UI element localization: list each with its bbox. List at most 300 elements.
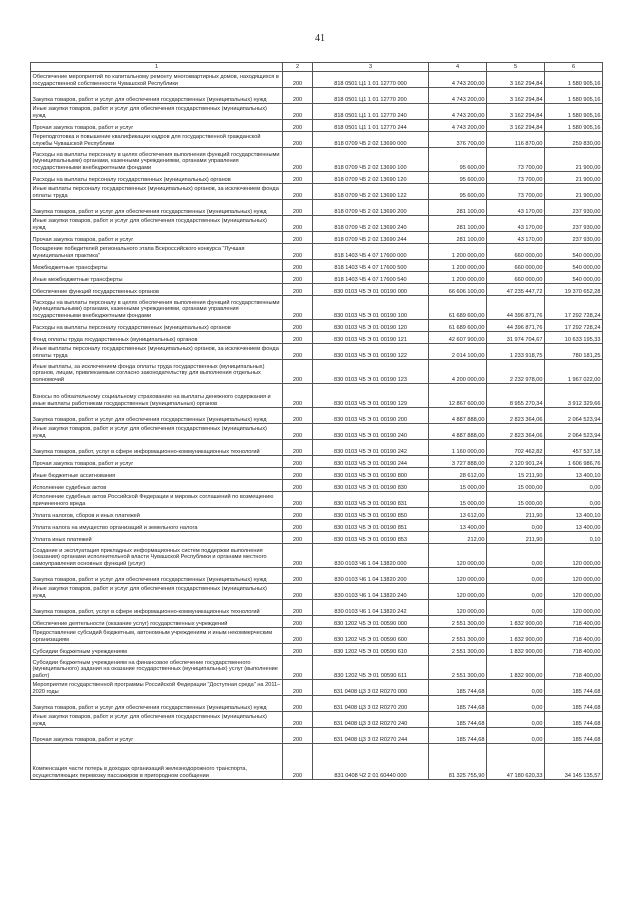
table-cell-value-col6: 17 292 728,24 <box>545 320 603 332</box>
table-cell-classifier: 830 1202 Ч5 Э 01 00590 600 <box>313 628 429 644</box>
table-cell-classifier: 818 0709 Ч5 2 02 13690 122 <box>313 184 429 200</box>
table-cell-value-col5: 73 700,00 <box>487 184 545 200</box>
table-cell-value-col6: 185 744,68 <box>545 680 603 696</box>
table-cell-value-col5: 8 955 270,34 <box>487 384 545 408</box>
table-row <box>31 616 603 628</box>
table-cell-value-col6: 1 606 986,76 <box>545 456 603 468</box>
table-cell-row-code: 200 <box>283 616 313 628</box>
table-cell-value-col5: 2 823 364,06 <box>487 408 545 424</box>
table-cell-name: Закупка товаров, работ и услуг для обеспечения государственных (муниципальных) нужд <box>31 568 283 584</box>
table-cell-classifier: 831 0408 Ц3 3 02 R0270 244 <box>313 728 429 744</box>
table-row <box>31 424 603 440</box>
table-cell-row-code: 200 <box>283 696 313 712</box>
table-cell-row-code: 200 <box>283 600 313 616</box>
table-cell-row-code: 200 <box>283 104 313 120</box>
table-cell-value-col4: 2 014 100,00 <box>429 344 487 360</box>
table-cell-name: Иные выплаты персоналу государственных (муниципальных) органов, за исключением фонда оплаты труда <box>31 344 283 360</box>
table-cell-row-code: 200 <box>283 148 313 172</box>
table-cell-value-col6: 237 930,00 <box>545 216 603 232</box>
table-cell-value-col6: 2 064 523,94 <box>545 424 603 440</box>
table-cell-name: Иные закупки товаров, работ и услуг для обеспечения государственных (муниципальных) нужд <box>31 216 283 232</box>
table-row <box>31 260 603 272</box>
table-cell-value-col5: 43 170,00 <box>487 200 545 216</box>
table-cell-value-col4: 95 600,00 <box>429 172 487 184</box>
table-row <box>31 284 603 296</box>
table-cell-value-col6: 780 181,25 <box>545 344 603 360</box>
table-cell-classifier: 830 0103 Ч5 Э 01 00190 831 <box>313 492 429 508</box>
table-row <box>31 184 603 200</box>
table-cell-value-col5: 73 700,00 <box>487 148 545 172</box>
table-cell-value-col6: 13 400,10 <box>545 508 603 520</box>
table-cell-name: Закупка товаров, работ и услуг для обеспечения государственных (муниципальных) нужд <box>31 88 283 104</box>
table-cell-value-col4: 376 700,00 <box>429 132 487 148</box>
table-cell-classifier: 818 0709 Ч5 2 02 13690 244 <box>313 232 429 244</box>
table-row <box>31 216 603 232</box>
table-cell-value-col4: 120 000,00 <box>429 584 487 600</box>
table-row <box>31 508 603 520</box>
table-cell-classifier: 830 0103 Ч5 Э 01 00190 121 <box>313 332 429 344</box>
table-cell-value-col6: 1 580 905,16 <box>545 104 603 120</box>
table-cell-value-col5: 0,00 <box>487 712 545 728</box>
table-cell-value-col4: 66 606 100,00 <box>429 284 487 296</box>
table-cell-value-col4: 61 689 600,00 <box>429 320 487 332</box>
table-cell-value-col5: 1 233 918,75 <box>487 344 545 360</box>
table-row <box>31 644 603 656</box>
table-row <box>31 360 603 384</box>
table-cell-classifier: 830 0103 Ч5 Э 01 00190 851 <box>313 520 429 532</box>
table-row <box>31 232 603 244</box>
table-cell-classifier: 831 0408 Ч2 2 01 60440 000 <box>313 744 429 780</box>
table-cell-value-col4: 281 100,00 <box>429 216 487 232</box>
table-cell-value-col4: 185 744,68 <box>429 696 487 712</box>
table-cell-classifier: 818 1403 Ч5 4 07 17600 540 <box>313 272 429 284</box>
table-cell-classifier: 830 0103 Ч5 Э 01 00190 830 <box>313 480 429 492</box>
table-cell-classifier: 830 0103 Ч6 1 04 13820 242 <box>313 600 429 616</box>
table-row <box>31 72 603 88</box>
table-row <box>31 344 603 360</box>
table-cell-value-col4: 13 400,00 <box>429 520 487 532</box>
table-cell-value-col6: 1 580 905,16 <box>545 88 603 104</box>
table-cell-classifier: 830 0103 Ч6 1 04 13820 200 <box>313 568 429 584</box>
table-row <box>31 584 603 600</box>
table-cell-name: Расходы на выплаты персоналу в целях обеспечения выполнения функций государственными (муниципальными) органами, казенными учреждениями, органами управления государственными внебюджетными фондами <box>31 296 283 320</box>
table-row <box>31 520 603 532</box>
table-cell-name: Расходы на выплаты персоналу государственных (муниципальных) органов <box>31 320 283 332</box>
table-cell-name: Закупка товаров, работ и услуг для обеспечения государственных (муниципальных) нужд <box>31 200 283 216</box>
table-cell-row-code: 200 <box>283 216 313 232</box>
table-cell-value-col5: 44 396 871,76 <box>487 296 545 320</box>
table-cell-value-col4: 1 200 000,00 <box>429 260 487 272</box>
table-cell-row-code: 200 <box>283 456 313 468</box>
table-cell-value-col6: 19 370 652,28 <box>545 284 603 296</box>
table-cell-row-code: 200 <box>283 344 313 360</box>
table-cell-value-col6: 185 744,68 <box>545 728 603 744</box>
table-cell-value-col4: 81 325 755,90 <box>429 744 487 780</box>
table-cell-name: Закупка товаров, работ, услуг в сфере информационно-коммуникационных технологий <box>31 440 283 456</box>
table-cell-value-col5: 0,00 <box>487 568 545 584</box>
table-cell-value-col4: 1 160 000,00 <box>429 440 487 456</box>
table-cell-row-code: 200 <box>283 408 313 424</box>
table-cell-value-col5: 0,00 <box>487 696 545 712</box>
table-cell-value-col6: 21 900,00 <box>545 172 603 184</box>
table-cell-classifier: 830 0103 Ч5 Э 01 00190 123 <box>313 360 429 384</box>
table-cell-value-col5: 660 000,00 <box>487 260 545 272</box>
header-col-6: 6 <box>545 63 603 72</box>
table-cell-value-col6: 457 537,18 <box>545 440 603 456</box>
table-cell-name: Иные межбюджетные трансферты <box>31 272 283 284</box>
table-row <box>31 332 603 344</box>
table-cell-classifier: 830 0103 Ч6 1 04 13820 000 <box>313 544 429 568</box>
table-row <box>31 88 603 104</box>
table-cell-row-code: 200 <box>283 172 313 184</box>
table-cell-row-code: 200 <box>283 584 313 600</box>
table-cell-row-code: 200 <box>283 132 313 148</box>
table-cell-row-code: 200 <box>283 284 313 296</box>
table-cell-value-col5: 3 162 294,84 <box>487 120 545 132</box>
table-cell-name: Иные выплаты, за исключением фонда оплаты труда государственных (муниципальных) органов, лицам, привлекаемым согласно законодательству для выполнения отдельных полномочий <box>31 360 283 384</box>
table-cell-row-code: 200 <box>283 384 313 408</box>
table-cell-value-col6: 185 744,68 <box>545 712 603 728</box>
table-cell-value-col5: 0,00 <box>487 544 545 568</box>
table-cell-value-col5: 15 000,00 <box>487 492 545 508</box>
table-cell-value-col6: 21 900,00 <box>545 148 603 172</box>
table-cell-value-col4: 4 743 200,00 <box>429 72 487 88</box>
table-cell-value-col6: 0,00 <box>545 492 603 508</box>
table-row <box>31 600 603 616</box>
table-cell-classifier: 818 0709 Ч5 2 02 13690 100 <box>313 148 429 172</box>
table-cell-value-col5: 0,00 <box>487 520 545 532</box>
table-cell-value-col4: 4 743 200,00 <box>429 104 487 120</box>
table-row <box>31 244 603 260</box>
table-cell-classifier: 831 0408 Ц3 3 02 R0270 240 <box>313 712 429 728</box>
table-cell-name: Переподготовка и повышение квалификации кадров для государственной гражданской службы Чувашской Республики <box>31 132 283 148</box>
table-cell-value-col4: 1 200 000,00 <box>429 272 487 284</box>
table-cell-classifier: 818 0501 Ц1 1 01 12770 244 <box>313 120 429 132</box>
table-cell-row-code: 200 <box>283 644 313 656</box>
table-cell-name: Обеспечение деятельности (оказание услуг) государственных учреждений <box>31 616 283 628</box>
table-cell-name: Поощрение победителей регионального этапа Всероссийского конкурса "Лучшая муниципальная практика" <box>31 244 283 260</box>
table-cell-row-code: 200 <box>283 480 313 492</box>
table-cell-name: Иные закупки товаров, работ и услуг для обеспечения государственных (муниципальных) нужд <box>31 584 283 600</box>
table-cell-classifier: 830 0103 Ч5 Э 01 00190 240 <box>313 424 429 440</box>
table-cell-value-col5: 211,90 <box>487 532 545 544</box>
table-cell-row-code: 200 <box>283 728 313 744</box>
table-cell-value-col6: 0,10 <box>545 532 603 544</box>
table-row <box>31 744 603 780</box>
table-row <box>31 568 603 584</box>
table-cell-value-col4: 4 743 200,00 <box>429 120 487 132</box>
table-cell-row-code: 200 <box>283 272 313 284</box>
table-cell-row-code: 200 <box>283 120 313 132</box>
table-row <box>31 456 603 468</box>
table-cell-value-col6: 120 000,00 <box>545 584 603 600</box>
table-cell-name: Закупка товаров, работ и услуг для обеспечения государственных (муниципальных) нужд <box>31 696 283 712</box>
table-cell-classifier: 830 0103 Ч5 Э 01 00190 129 <box>313 384 429 408</box>
table-cell-row-code: 200 <box>283 332 313 344</box>
table-cell-value-col5: 3 162 294,84 <box>487 88 545 104</box>
table-cell-value-col4: 42 607 900,00 <box>429 332 487 344</box>
header-col-3: 3 <box>313 63 429 72</box>
table-cell-row-code: 200 <box>283 628 313 644</box>
table-cell-row-code: 200 <box>283 72 313 88</box>
table-row <box>31 384 603 408</box>
table-row <box>31 468 603 480</box>
header-col-2: 2 <box>283 63 313 72</box>
table-row <box>31 440 603 456</box>
table-cell-value-col5: 2 120 901,24 <box>487 456 545 468</box>
table-cell-value-col5: 660 000,00 <box>487 272 545 284</box>
table-row <box>31 120 603 132</box>
table-cell-row-code: 200 <box>283 424 313 440</box>
table-cell-value-col6: 34 145 135,57 <box>545 744 603 780</box>
table-cell-name: Субсидии бюджетным учреждениям <box>31 644 283 656</box>
table-cell-classifier: 818 0709 Ч5 2 02 13690 200 <box>313 200 429 216</box>
table-cell-value-col6: 2 064 523,94 <box>545 408 603 424</box>
table-cell-name: Закупка товаров, работ и услуг для обеспечения государственных (муниципальных) нужд <box>31 408 283 424</box>
table-row <box>31 148 603 172</box>
table-cell-value-col4: 28 612,00 <box>429 468 487 480</box>
table-cell-value-col5: 2 823 364,06 <box>487 424 545 440</box>
table-cell-value-col5: 0,00 <box>487 680 545 696</box>
table-cell-name: Исполнение судебных актов <box>31 480 283 492</box>
table-cell-name: Субсидии бюджетным учреждениям на финансовое обеспечение государственного (муниципального) задания на оказание государственных (муниципальных) услуг (выполнение работ) <box>31 656 283 680</box>
table-cell-name: Обеспечение мероприятий по капитальному ремонту многоквартирных домов, находящихся в государственной собственности Чувашской Республики <box>31 72 283 88</box>
table-cell-value-col5: 0,00 <box>487 600 545 616</box>
table-cell-value-col4: 61 689 600,00 <box>429 296 487 320</box>
table-cell-value-col6: 21 900,00 <box>545 184 603 200</box>
table-cell-name: Иные закупки товаров, работ и услуг для обеспечения государственных (муниципальных) нужд <box>31 104 283 120</box>
table-cell-row-code: 200 <box>283 520 313 532</box>
table-cell-value-col4: 3 727 888,00 <box>429 456 487 468</box>
table-cell-classifier: 818 0501 Ц1 1 01 12770 200 <box>313 88 429 104</box>
header-col-5: 5 <box>487 63 545 72</box>
table-cell-value-col6: 1 580 905,16 <box>545 72 603 88</box>
table-cell-value-col4: 281 100,00 <box>429 200 487 216</box>
table-cell-value-col6: 120 000,00 <box>545 600 603 616</box>
table-cell-value-col6: 718 400,00 <box>545 628 603 644</box>
table-cell-name: Обеспечение функций государственных органов <box>31 284 283 296</box>
table-cell-name: Прочая закупка товаров, работ и услуг <box>31 120 283 132</box>
table-cell-classifier: 830 0103 Ч5 Э 01 00190 850 <box>313 508 429 520</box>
table-cell-value-col4: 13 612,00 <box>429 508 487 520</box>
table-row <box>31 544 603 568</box>
table-cell-value-col5: 15 000,00 <box>487 480 545 492</box>
table-cell-classifier: 830 0103 Ч5 Э 01 00190 120 <box>313 320 429 332</box>
table-cell-value-col4: 120 000,00 <box>429 544 487 568</box>
table-cell-row-code: 200 <box>283 200 313 216</box>
table-cell-name: Расходы на выплаты персоналу государственных (муниципальных) органов <box>31 172 283 184</box>
table-cell-classifier: 830 1202 Ч5 Э 01 00590 000 <box>313 616 429 628</box>
table-cell-value-col4: 2 551 300,00 <box>429 656 487 680</box>
table-cell-value-col5: 1 832 900,00 <box>487 644 545 656</box>
table-cell-row-code: 200 <box>283 508 313 520</box>
table-cell-value-col6: 718 400,00 <box>545 656 603 680</box>
table-row <box>31 628 603 644</box>
table-cell-value-col6: 540 000,00 <box>545 244 603 260</box>
table-cell-classifier: 818 1403 Ч5 4 07 17600 500 <box>313 260 429 272</box>
table-cell-value-col4: 185 744,68 <box>429 680 487 696</box>
table-cell-value-col6: 237 930,00 <box>545 200 603 216</box>
table-cell-classifier: 818 0709 Ч5 2 02 13690 240 <box>313 216 429 232</box>
table-cell-name: Прочая закупка товаров, работ и услуг <box>31 456 283 468</box>
table-cell-row-code: 200 <box>283 680 313 696</box>
table-cell-row-code: 200 <box>283 320 313 332</box>
table-cell-classifier: 818 0501 Ц1 1 01 12770 000 <box>313 72 429 88</box>
table-row <box>31 172 603 184</box>
table-row <box>31 680 603 696</box>
table-cell-row-code: 200 <box>283 568 313 584</box>
table-cell-value-col6: 185 744,68 <box>545 696 603 712</box>
table-cell-classifier: 830 1202 Ч5 Э 01 00590 610 <box>313 644 429 656</box>
table-cell-value-col6: 237 930,00 <box>545 232 603 244</box>
table-cell-value-col6: 3 912 329,66 <box>545 384 603 408</box>
table-cell-value-col4: 185 744,68 <box>429 728 487 744</box>
table-cell-value-col4: 281 100,00 <box>429 232 487 244</box>
table-cell-value-col5: 0,00 <box>487 728 545 744</box>
table-cell-row-code: 200 <box>283 468 313 480</box>
table-row <box>31 200 603 216</box>
table-cell-name: Исполнение судебных актов Российской Федерации и мировых соглашений по возмещению причиненного вреда <box>31 492 283 508</box>
table-row <box>31 296 603 320</box>
table-cell-value-col5: 47 180 620,33 <box>487 744 545 780</box>
table-cell-classifier: 830 0103 Ч5 Э 01 00190 122 <box>313 344 429 360</box>
table-cell-value-col5: 1 832 900,00 <box>487 616 545 628</box>
table-cell-value-col4: 4 200 000,00 <box>429 360 487 384</box>
table-cell-value-col4: 2 551 300,00 <box>429 616 487 628</box>
table-cell-row-code: 200 <box>283 544 313 568</box>
table-cell-value-col4: 4 887 888,00 <box>429 408 487 424</box>
table-cell-row-code: 200 <box>283 744 313 780</box>
table-cell-name: Фонд оплаты труда государственных (муниципальных) органов <box>31 332 283 344</box>
table-cell-row-code: 200 <box>283 184 313 200</box>
table-cell-classifier: 830 0103 Ч5 Э 01 00190 100 <box>313 296 429 320</box>
table-cell-name: Компенсация части потерь в доходах организаций железнодорожного транспорта, осуществляющих перевозку пассажиров в пригородном сообщении <box>31 744 283 780</box>
table-cell-value-col5: 15 211,90 <box>487 468 545 480</box>
table-cell-value-col5: 1 832 900,00 <box>487 656 545 680</box>
table-cell-name: Иные закупки товаров, работ и услуг для обеспечения государственных (муниципальных) нужд <box>31 424 283 440</box>
table-cell-classifier: 831 0408 Ц3 3 02 R0270 200 <box>313 696 429 712</box>
table-cell-value-col5: 211,90 <box>487 508 545 520</box>
table-cell-value-col6: 718 400,00 <box>545 644 603 656</box>
table-cell-value-col5: 44 396 871,76 <box>487 320 545 332</box>
table-cell-value-col6: 120 000,00 <box>545 568 603 584</box>
table-cell-row-code: 200 <box>283 360 313 384</box>
table-cell-value-col4: 2 551 300,00 <box>429 644 487 656</box>
table-cell-classifier: 818 0709 Ч5 2 02 13690 120 <box>313 172 429 184</box>
table-cell-value-col6: 13 400,10 <box>545 468 603 480</box>
table-cell-value-col4: 15 000,00 <box>429 492 487 508</box>
table-cell-value-col5: 73 700,00 <box>487 172 545 184</box>
table-cell-value-col5: 116 870,00 <box>487 132 545 148</box>
table-cell-name: Иные выплаты персоналу государственных (муниципальных) органов, за исключением фонда оплаты труда <box>31 184 283 200</box>
table-cell-value-col4: 15 000,00 <box>429 480 487 492</box>
table-cell-value-col6: 718 400,00 <box>545 616 603 628</box>
table-cell-value-col5: 3 162 294,84 <box>487 104 545 120</box>
table-cell-name: Расходы на выплаты персоналу в целях обеспечения выполнения функций государственными (муниципальными) органами, казенными учреждениями, органами управления государственными внебюджетными фондами <box>31 148 283 172</box>
table-cell-row-code: 200 <box>283 532 313 544</box>
table-cell-row-code: 200 <box>283 260 313 272</box>
table-cell-row-code: 200 <box>283 712 313 728</box>
table-cell-row-code: 200 <box>283 296 313 320</box>
table-cell-classifier: 818 0501 Ц1 1 01 12770 240 <box>313 104 429 120</box>
table-cell-value-col6: 1 580 905,16 <box>545 120 603 132</box>
table-cell-value-col4: 120 000,00 <box>429 568 487 584</box>
table-cell-name: Создание и эксплуатация прикладных информационных систем поддержки выполнения (оказания) органами исполнительной власти Чувашской Республики и органами местного самоуправления основных функций (услуг) <box>31 544 283 568</box>
table-row <box>31 728 603 744</box>
table-cell-value-col5: 43 170,00 <box>487 216 545 232</box>
table-cell-name: Уплата иных платежей <box>31 532 283 544</box>
table-cell-classifier: 830 0103 Ч5 Э 01 00190 244 <box>313 456 429 468</box>
table-cell-name: Прочая закупка товаров, работ и услуг <box>31 728 283 744</box>
table-cell-classifier: 830 0103 Ч5 Э 01 00190 000 <box>313 284 429 296</box>
table-cell-row-code: 200 <box>283 492 313 508</box>
table-cell-value-col4: 2 551 300,00 <box>429 628 487 644</box>
table-cell-name: Межбюджетные трансферты <box>31 260 283 272</box>
table-cell-value-col6: 10 633 195,33 <box>545 332 603 344</box>
table-cell-name: Взносы по обязательному социальному страхованию на выплаты денежного содержания и иные выплаты работникам государственных (муниципальных) органов <box>31 384 283 408</box>
header-col-1: 1 <box>31 63 283 72</box>
table-cell-value-col4: 95 600,00 <box>429 148 487 172</box>
table-cell-name: Иные закупки товаров, работ и услуг для обеспечения государственных (муниципальных) нужд <box>31 712 283 728</box>
table-row <box>31 712 603 728</box>
table-row <box>31 480 603 492</box>
table-row <box>31 320 603 332</box>
table-row <box>31 408 603 424</box>
table-cell-value-col6: 13 400,00 <box>545 520 603 532</box>
table-cell-name: Закупка товаров, работ, услуг в сфере информационно-коммуникационных технологий <box>31 600 283 616</box>
table-cell-classifier: 830 0103 Ч5 Э 01 00190 200 <box>313 408 429 424</box>
table-cell-value-col6: 540 000,00 <box>545 272 603 284</box>
table-cell-value-col4: 120 000,00 <box>429 600 487 616</box>
table-row <box>31 656 603 680</box>
table-cell-value-col6: 0,00 <box>545 480 603 492</box>
table-cell-classifier: 830 0103 Ч5 Э 01 00190 800 <box>313 468 429 480</box>
table-cell-name: Предоставление субсидий бюджетным, автономным учреждениям и иным некоммерческим организациям <box>31 628 283 644</box>
budget-execution-table <box>30 62 603 780</box>
table-cell-classifier: 830 1202 Ч5 Э 01 00590 611 <box>313 656 429 680</box>
table-row <box>31 532 603 544</box>
table-cell-value-col4: 4 743 200,00 <box>429 88 487 104</box>
table-cell-classifier: 830 0103 Ч6 1 04 13820 240 <box>313 584 429 600</box>
table-cell-value-col5: 660 000,00 <box>487 244 545 260</box>
table-cell-value-col5: 2 232 978,00 <box>487 360 545 384</box>
table-cell-value-col5: 47 235 447,72 <box>487 284 545 296</box>
header-row <box>31 63 603 72</box>
table-cell-value-col6: 1 967 022,00 <box>545 360 603 384</box>
table-cell-value-col5: 43 170,00 <box>487 232 545 244</box>
table-cell-value-col5: 3 162 294,84 <box>487 72 545 88</box>
table-row <box>31 272 603 284</box>
table-cell-classifier: 818 0709 Ч5 2 02 13690 000 <box>313 132 429 148</box>
table-cell-row-code: 200 <box>283 88 313 104</box>
table-row <box>31 696 603 712</box>
table-cell-value-col4: 12 867 600,00 <box>429 384 487 408</box>
table-cell-name: Уплата налога на имущество организаций и земельного налога <box>31 520 283 532</box>
table-row <box>31 104 603 120</box>
table-cell-value-col6: 17 292 728,24 <box>545 296 603 320</box>
table-cell-row-code: 200 <box>283 656 313 680</box>
table-cell-value-col4: 212,00 <box>429 532 487 544</box>
table-cell-row-code: 200 <box>283 440 313 456</box>
table-cell-value-col4: 4 887 888,00 <box>429 424 487 440</box>
table-cell-classifier: 830 0103 Ч5 Э 01 00190 853 <box>313 532 429 544</box>
table-cell-value-col4: 185 744,68 <box>429 712 487 728</box>
table-cell-classifier: 830 0103 Ч5 Э 01 00190 242 <box>313 440 429 456</box>
table-cell-name: Уплата налогов, сборов и иных платежей <box>31 508 283 520</box>
table-row <box>31 132 603 148</box>
table-cell-value-col5: 702 462,82 <box>487 440 545 456</box>
table-cell-name: Прочая закупка товаров, работ и услуг <box>31 232 283 244</box>
